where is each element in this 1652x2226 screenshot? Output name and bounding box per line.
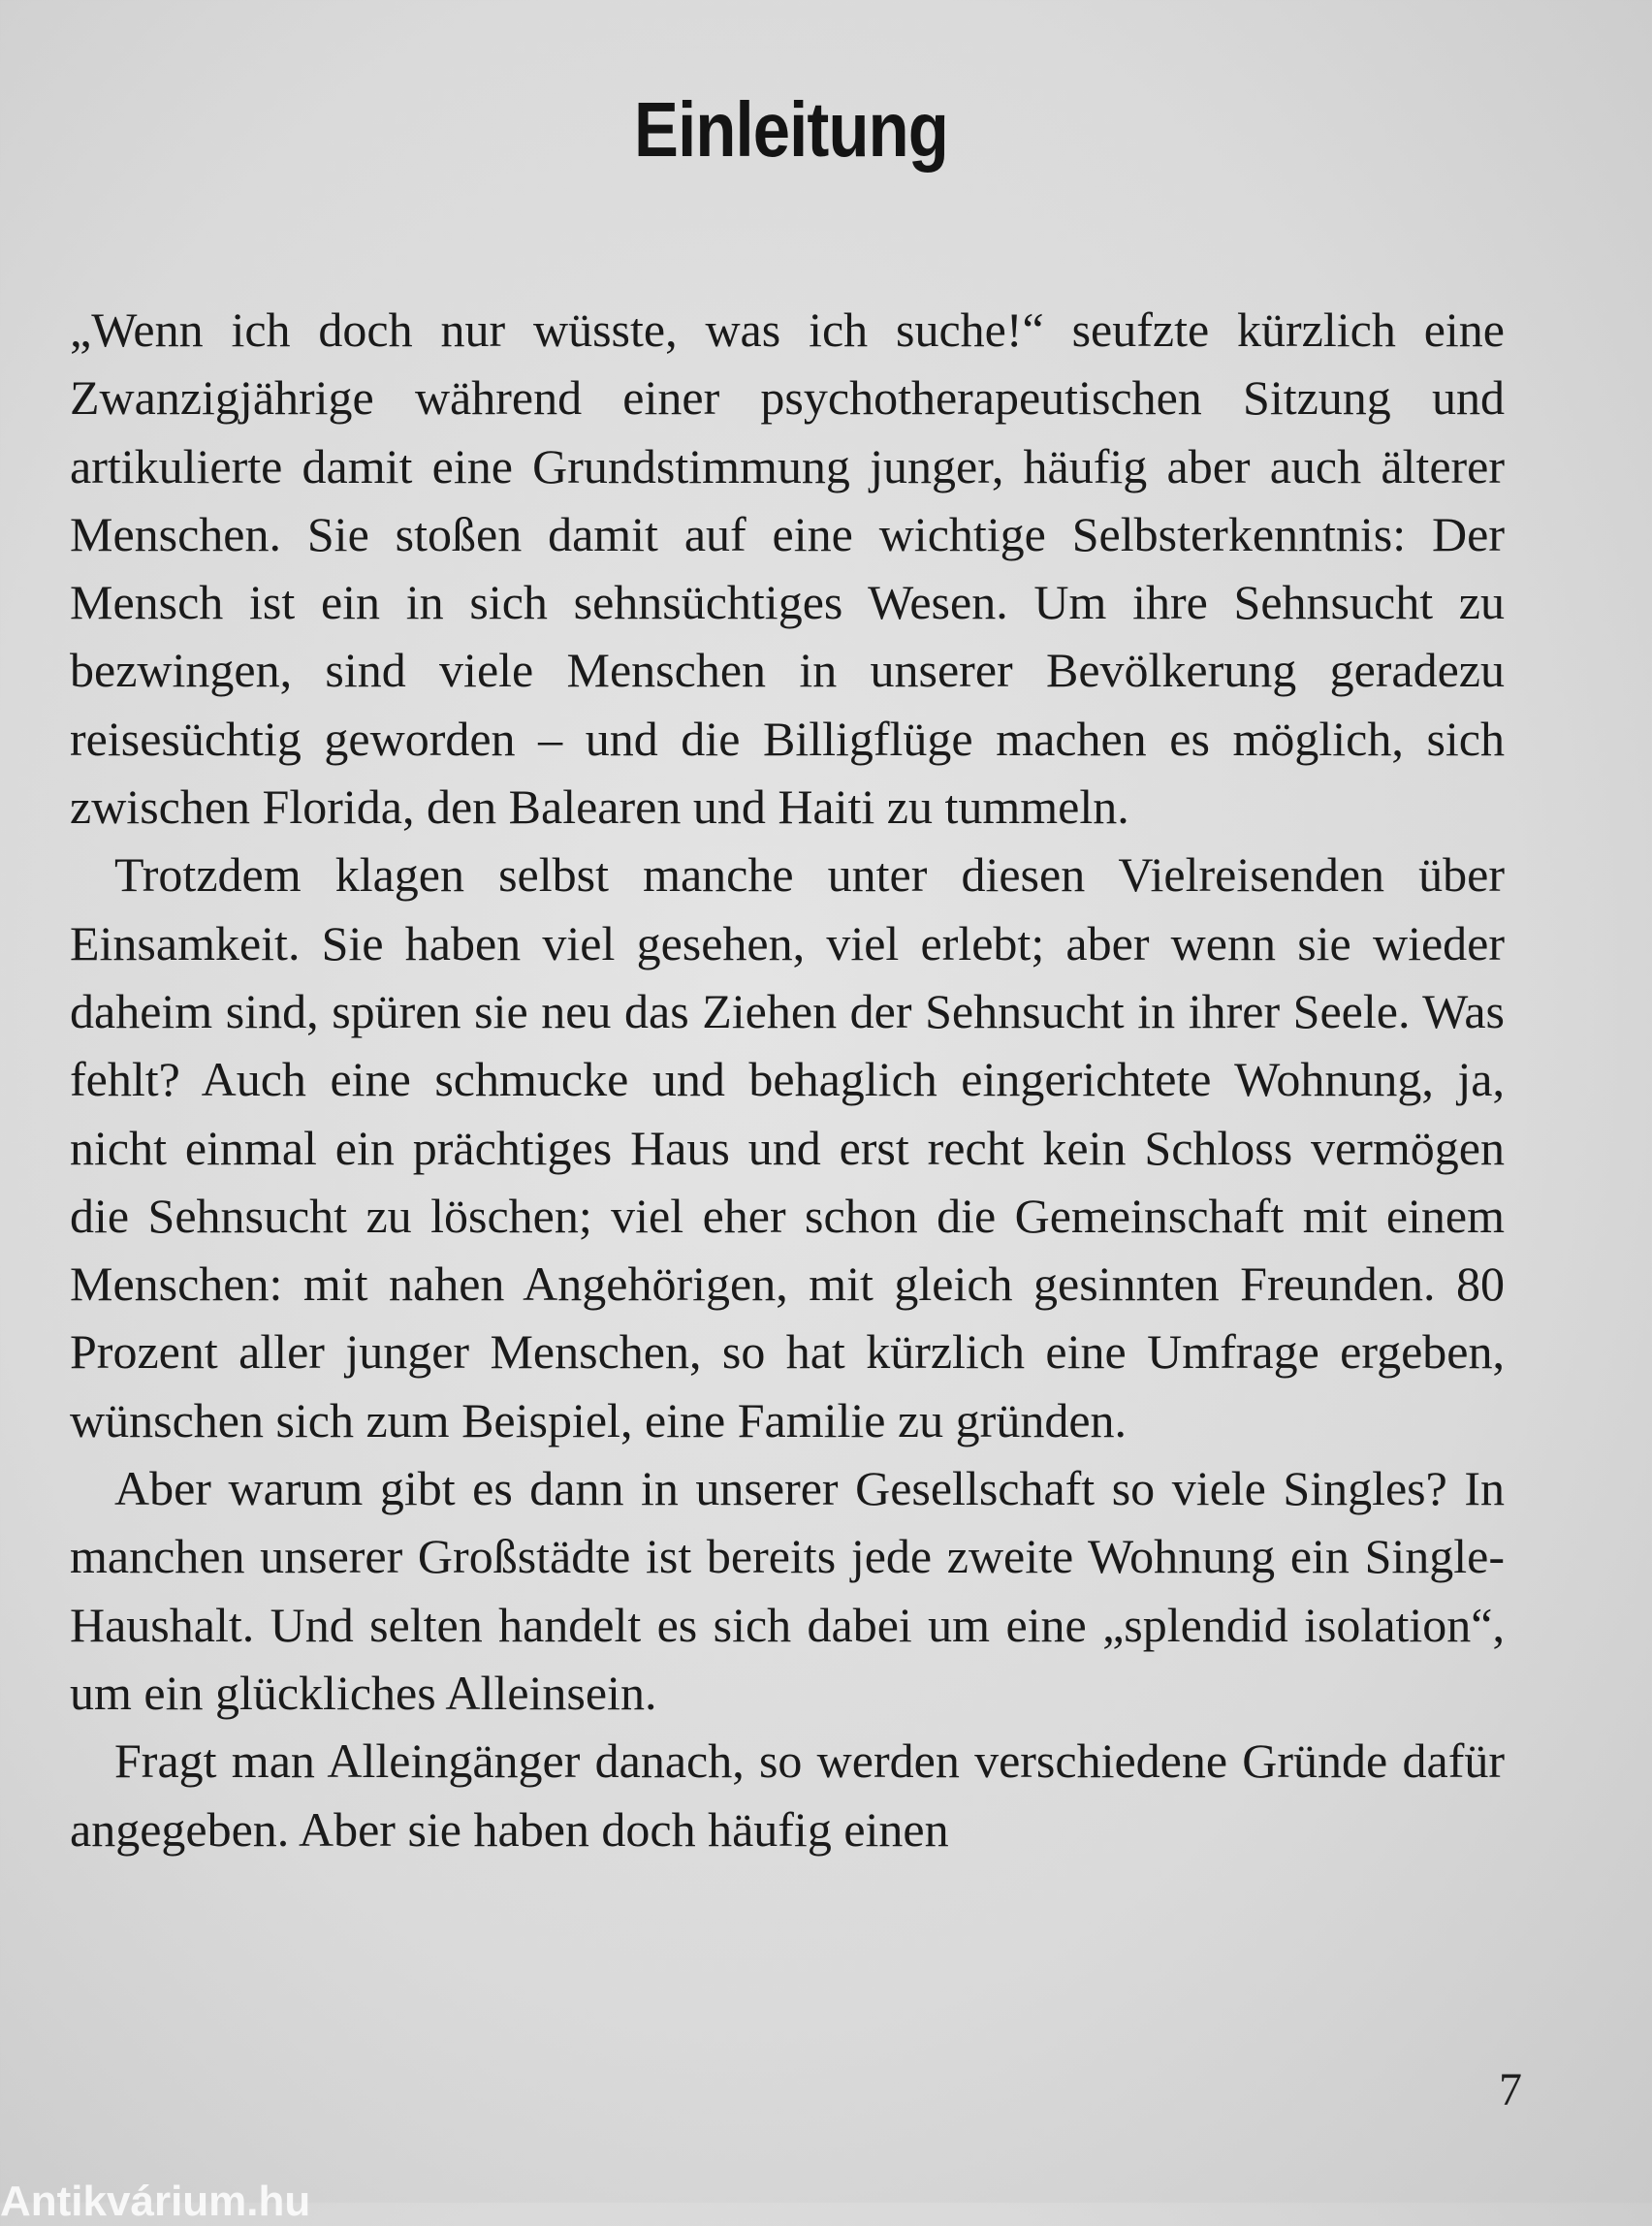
paragraph: Fragt man Alleingänger danach, so werden verschiedene Gründe dafür angegeben. Aber sie haben doch häufig einen [70, 1733, 1505, 1857]
watermark: Antikvárium.hu [0, 2178, 311, 2225]
page-number: 7 [1499, 2064, 1522, 2115]
body-text [70, 296, 1505, 1863]
paragraph: „Wenn ich doch nur wüsste, was ich suche!“ seufzte kürzlich eine Zwanzigjährige während einer psychotherapeutischen Sitzung und artikulierte damit eine Grundstimmung junger, häufig aber auch älterer Menschen. Sie stoßen damit auf eine wichtige Selbsterkenntnis: Der Mensch ist ein in sich sehnsüchtiges Wesen. Um ihre Sehnsucht zu bezwingen, sind viele Menschen in unserer Bevölkerung geradezu reisesüchtig geworden – und die Billigflüge machen es möglich, sich zwischen Florida, den Balearen und Haiti zu tummeln. [70, 302, 1505, 835]
chapter-title: Einleitung [634, 86, 948, 173]
paragraph: Trotzdem klagen selbst manche unter diesen Vielreisenden über Einsamkeit. Sie haben viel gesehen, viel erlebt; aber wenn sie wieder daheim sind, spüren sie neu das Ziehen der Sehnsucht in ihrer Seele. Was fehlt? Auch eine schmucke und behaglich eingerichtete Wohnung, ja, nicht einmal ein prächtiges Haus und erst recht kein Schloss vermögen die Sehnsucht zu löschen; viel eher schon die Gemeinschaft mit einem Menschen: mit nahen Angehörigen, mit gleich gesinnten Freunden. 80 Prozent aller junger Menschen, so hat kürzlich eine Umfrage ergeben, wünschen sich zum Beispiel, eine Familie zu gründen. [70, 847, 1505, 1447]
paragraph: Aber warum gibt es dann in unserer Gesellschaft so viele Singles? In manchen unserer Großstädte ist bereits jede zweite Wohnung ein Single-Haushalt. Und selten handelt es sich dabei um eine „splendid isolation“, um ein glückliches Alleinsein. [70, 1461, 1505, 1720]
